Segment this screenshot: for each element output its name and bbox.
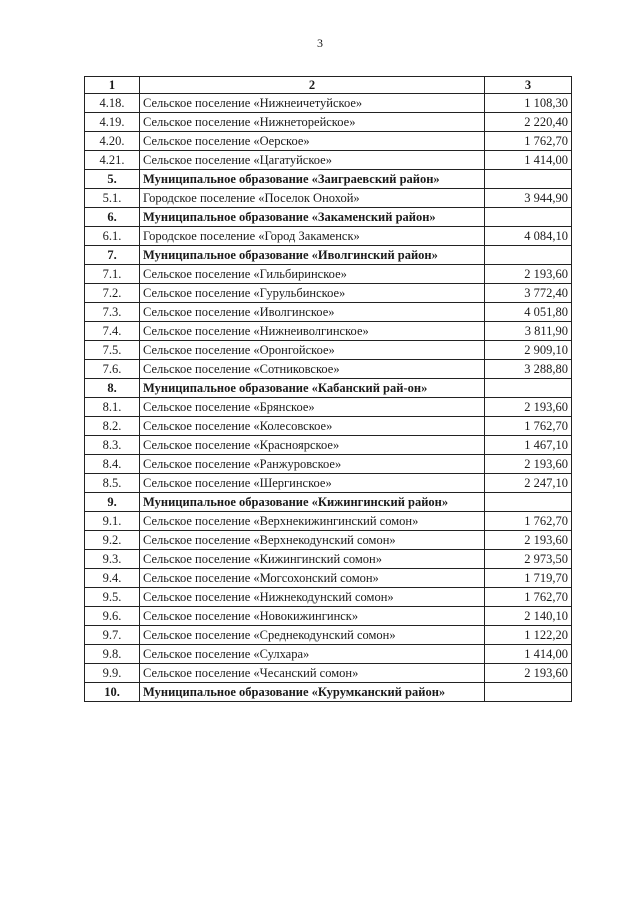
table-row — [85, 607, 572, 626]
row-name: Сельское поселение «Шергинское» — [140, 474, 485, 493]
table-row — [85, 550, 572, 569]
table-row — [85, 512, 572, 531]
row-value: 2 140,10 — [485, 607, 572, 626]
row-number: 9.8. — [85, 645, 140, 664]
table-group-row — [85, 683, 572, 702]
row-value — [485, 683, 572, 702]
page-number: 3 — [317, 36, 323, 50]
table-row — [85, 132, 572, 151]
table-row — [85, 569, 572, 588]
row-name: Сельское поселение «Нижнекодунский сомон» — [140, 588, 485, 607]
row-name: Сельское поселение «Колесовское» — [140, 417, 485, 436]
row-number: 9.5. — [85, 588, 140, 607]
row-name: Муниципальное образование «Кижингинский район» — [140, 493, 485, 512]
row-name: Сельское поселение «Оронгойское» — [140, 341, 485, 360]
row-name: Муниципальное образование «Закаменский район» — [140, 208, 485, 227]
table-group-row — [85, 493, 572, 512]
row-number: 9.3. — [85, 550, 140, 569]
table-row — [85, 265, 572, 284]
row-value: 2 247,10 — [485, 474, 572, 493]
row-value: 2 193,60 — [485, 398, 572, 417]
row-number: 8.1. — [85, 398, 140, 417]
row-number: 4.21. — [85, 151, 140, 170]
row-value: 2 193,60 — [485, 664, 572, 683]
table-row — [85, 151, 572, 170]
table-group-row — [85, 379, 572, 398]
row-number: 7.5. — [85, 341, 140, 360]
table-group-row — [85, 170, 572, 189]
table-row — [85, 341, 572, 360]
row-number: 6. — [85, 208, 140, 227]
row-name: Сельское поселение «Красноярское» — [140, 436, 485, 455]
row-number: 7.6. — [85, 360, 140, 379]
row-number: 7. — [85, 246, 140, 265]
row-value — [485, 170, 572, 189]
table-row — [85, 664, 572, 683]
row-name: Сельское поселение «Новокижингинск» — [140, 607, 485, 626]
row-value: 2 193,60 — [485, 265, 572, 284]
row-name: Сельское поселение «Сотниковское» — [140, 360, 485, 379]
row-value: 1 414,00 — [485, 151, 572, 170]
row-number: 9.9. — [85, 664, 140, 683]
row-name: Сельское поселение «Гильбиринское» — [140, 265, 485, 284]
table-row — [85, 227, 572, 246]
row-value: 1 122,20 — [485, 626, 572, 645]
column-header-name: 2 — [140, 77, 485, 94]
row-name: Сельское поселение «Чесанский сомон» — [140, 664, 485, 683]
row-name: Сельское поселение «Цагатуйское» — [140, 151, 485, 170]
row-name: Сельское поселение «Брянское» — [140, 398, 485, 417]
row-number: 9.4. — [85, 569, 140, 588]
row-value: 1 762,70 — [485, 417, 572, 436]
table-group-row — [85, 208, 572, 227]
row-number: 8.2. — [85, 417, 140, 436]
row-value: 1 719,70 — [485, 569, 572, 588]
row-value: 4 051,80 — [485, 303, 572, 322]
row-number: 8. — [85, 379, 140, 398]
row-value: 3 772,40 — [485, 284, 572, 303]
settlements-table — [84, 76, 572, 702]
row-number: 4.18. — [85, 94, 140, 113]
row-number: 9.2. — [85, 531, 140, 550]
row-value: 2 193,60 — [485, 455, 572, 474]
row-name: Муниципальное образование «Курумканский район» — [140, 683, 485, 702]
row-value: 2 220,40 — [485, 113, 572, 132]
row-number: 6.1. — [85, 227, 140, 246]
row-name: Сельское поселение «Нижнеторейское» — [140, 113, 485, 132]
table-row — [85, 322, 572, 341]
table-row — [85, 94, 572, 113]
row-value: 3 288,80 — [485, 360, 572, 379]
column-header-value: 3 — [485, 77, 572, 94]
row-name: Сельское поселение «Ранжуровское» — [140, 455, 485, 474]
row-name: Сельское поселение «Верхнекижингинский сомон» — [140, 512, 485, 531]
table-row — [85, 303, 572, 322]
row-name: Сельское поселение «Гурульбинское» — [140, 284, 485, 303]
table-row — [85, 474, 572, 493]
table-row — [85, 284, 572, 303]
row-name: Сельское поселение «Оерское» — [140, 132, 485, 151]
row-value: 1 414,00 — [485, 645, 572, 664]
table-row — [85, 436, 572, 455]
row-number: 8.3. — [85, 436, 140, 455]
table-header-row — [85, 77, 572, 94]
table-row — [85, 626, 572, 645]
row-number: 5.1. — [85, 189, 140, 208]
row-value — [485, 246, 572, 265]
row-number: 4.19. — [85, 113, 140, 132]
row-value: 4 084,10 — [485, 227, 572, 246]
row-name: Муниципальное образование «Иволгинский район» — [140, 246, 485, 265]
row-value: 1 467,10 — [485, 436, 572, 455]
table-row — [85, 455, 572, 474]
row-number: 5. — [85, 170, 140, 189]
row-value: 1 762,70 — [485, 512, 572, 531]
table-group-row — [85, 246, 572, 265]
row-value: 1 762,70 — [485, 588, 572, 607]
row-value: 1 762,70 — [485, 132, 572, 151]
row-number: 9. — [85, 493, 140, 512]
row-number: 9.6. — [85, 607, 140, 626]
row-name: Городское поселение «Поселок Онохой» — [140, 189, 485, 208]
row-name: Сельское поселение «Могсохонский сомон» — [140, 569, 485, 588]
row-number: 7.1. — [85, 265, 140, 284]
row-value: 2 973,50 — [485, 550, 572, 569]
row-number: 10. — [85, 683, 140, 702]
row-name: Городское поселение «Город Закаменск» — [140, 227, 485, 246]
row-name: Сельское поселение «Сулхара» — [140, 645, 485, 664]
table-row — [85, 360, 572, 379]
table-row — [85, 189, 572, 208]
row-value — [485, 379, 572, 398]
row-number: 4.20. — [85, 132, 140, 151]
row-value: 2 909,10 — [485, 341, 572, 360]
table-body — [85, 94, 572, 702]
row-value — [485, 208, 572, 227]
table-row — [85, 645, 572, 664]
row-name: Сельское поселение «Нижнеичетуйское» — [140, 94, 485, 113]
row-number: 7.2. — [85, 284, 140, 303]
row-value: 3 811,90 — [485, 322, 572, 341]
row-name: Сельское поселение «Среднекодунский сомон» — [140, 626, 485, 645]
row-name: Сельское поселение «Нижнеиволгинское» — [140, 322, 485, 341]
row-name: Муниципальное образование «Заиграевский район» — [140, 170, 485, 189]
row-name: Сельское поселение «Кижингинский сомон» — [140, 550, 485, 569]
row-number: 8.5. — [85, 474, 140, 493]
row-number: 9.7. — [85, 626, 140, 645]
row-number: 7.3. — [85, 303, 140, 322]
table-row — [85, 531, 572, 550]
table-row — [85, 398, 572, 417]
row-name: Сельское поселение «Верхнекодунский сомон» — [140, 531, 485, 550]
row-number: 7.4. — [85, 322, 140, 341]
row-number: 8.4. — [85, 455, 140, 474]
row-name: Муниципальное образование «Кабанский рай-он» — [140, 379, 485, 398]
row-value: 3 944,90 — [485, 189, 572, 208]
row-name: Сельское поселение «Иволгинское» — [140, 303, 485, 322]
row-value: 1 108,30 — [485, 94, 572, 113]
row-number: 9.1. — [85, 512, 140, 531]
row-value — [485, 493, 572, 512]
column-header-number: 1 — [85, 77, 140, 94]
table-row — [85, 588, 572, 607]
table-row — [85, 417, 572, 436]
table-row — [85, 113, 572, 132]
row-value: 2 193,60 — [485, 531, 572, 550]
